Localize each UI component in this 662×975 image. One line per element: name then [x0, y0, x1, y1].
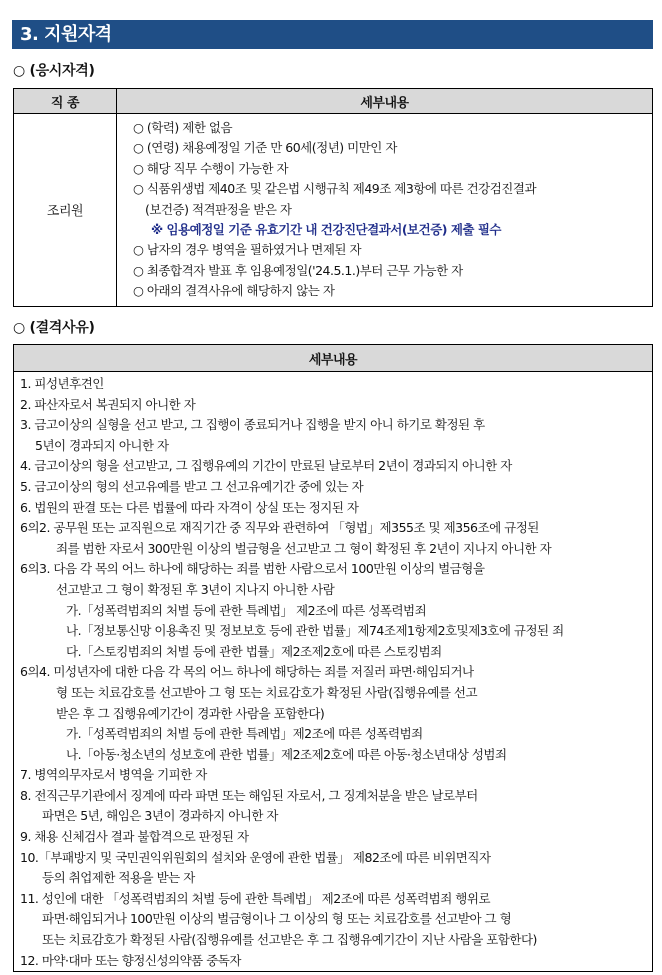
- disqualification-subitem: 가.「성폭력범죄의 처벌 등에 관한 특례법」 제2조에 따른 성폭력범죄: [66, 602, 427, 618]
- disqualification-item: 12. 마약·대마 또는 향정신성의약품 중독자: [20, 952, 241, 968]
- qualification-item: ○ 남자의 경우 병역을 필하였거나 면제된 자: [133, 242, 362, 258]
- table-header-row: [14, 345, 653, 372]
- disqualification-item-continued: 등의 취업제한 적용을 받는 자: [42, 870, 195, 886]
- disqualification-item-continued: 5년이 경과되지 아니한 자: [35, 437, 169, 453]
- disqualification-item-continued: 죄를 범한 자로서 300만원 이상의 벌금형을 선고받고 그 형이 확정된 후 2년이 지나지 아니한 자: [56, 540, 552, 556]
- disqualification-item-continued: 파면·해임되거나 100만원 이상의 벌금형이나 그 이상의 형 또는 치료감호를 선고받아 그 형: [42, 911, 512, 927]
- disqualification-item: 11. 성인에 대한 「성폭력범죄의 처벌 등에 관한 특례법」 제2조에 따른 성폭력범죄 행위로: [20, 890, 491, 906]
- disqualification-item: 10.「부패방지 및 국민권익위원회의 설치와 운영에 관한 법률」 제82조에 따른 비위면직자: [20, 849, 491, 865]
- disqualification-item: 3. 금고이상의 실형을 선고 받고, 그 집행이 종료되거나 집행을 받지 아니 하기로 확정된 후: [20, 417, 485, 433]
- qualification-item-continued: (보건증) 적격판정을 받은 자: [145, 201, 292, 217]
- disqualification-item: 8. 전직근무기관에서 징계에 따라 파면 또는 해임된 자로서, 그 징계처분을 받은 날로부터: [20, 787, 478, 803]
- disqualification-item-continued: 또는 치료감호가 확정된 사람(집행유예를 선고받은 후 그 집행유예기간이 지난 사람을 포함한다): [42, 932, 537, 948]
- disqualifications-table: [13, 344, 653, 972]
- disqualification-item-continued: 파면은 5년, 해임은 3년이 경과하지 아니한 자: [42, 808, 278, 824]
- qualification-item: ○ (학력) 제한 없음: [133, 120, 233, 135]
- qualification-item: ○ 식품위생법 제40조 및 같은법 시행규칙 제49조 제3항에 따른 건강검진결과: [133, 181, 537, 197]
- disqualification-item: 6. 법원의 판결 또는 다른 법률에 따라 자격이 상실 또는 정지된 자: [20, 499, 359, 515]
- disqualification-item: 4. 금고이상의 형을 선고받고, 그 집행유예의 기간이 만료된 날로부터 2년이 경과되지 아니한 자: [20, 458, 512, 474]
- column-header-detail: 세부내용: [117, 89, 653, 114]
- disqualification-item-continued: 형 또는 치료감호를 선고받아 그 형 또는 치료감호가 확정된 사람(집행유예를 선고: [56, 684, 478, 700]
- disqualification-item-continued: 선고받고 그 형이 확정된 후 3년이 지나지 아니한 사람: [56, 581, 335, 597]
- disqualification-item: 6의3. 다음 각 목의 어느 하나에 해당하는 죄를 범한 사람으로서 100만원 이상의 벌금형을: [20, 561, 485, 577]
- disqualification-item: 6의2. 공무원 또는 교직원으로 재직기간 중 직무와 관련하여 「형법」제355조 및 제356조에 규정된: [20, 520, 539, 536]
- table-row: [14, 372, 653, 972]
- disqualification-item: 5. 금고이상의 형의 선고유예를 받고 그 선고유예기간 중에 있는 자: [20, 478, 364, 494]
- disqualification-item: 7. 병역의무자로서 병역을 기피한 자: [20, 767, 207, 783]
- disqualification-subitem: 나.「아동·청소년의 성보호에 관한 법률」제2조제2호에 따른 아동·청소년대상 성범죄: [66, 746, 507, 762]
- qualification-item: ○ 최종합격자 발표 후 임용예정일('24.5.1.)부터 근무 가능한 자: [133, 262, 463, 278]
- disqualification-subitem: 나.「정보통신망 이용촉진 및 정보보호 등에 관한 법률」제74조제1항제2호및제3호에 규정된 죄: [66, 623, 564, 639]
- qualification-item: ○ (연령) 채용예정일 기준 만 60세(정년) 미만인 자: [133, 140, 397, 156]
- disqualification-item: 2. 파산자로서 복권되지 아니한 자: [20, 396, 196, 412]
- qualification-details: [117, 114, 653, 307]
- subheading-qualifications: ○ (응시자격): [13, 63, 95, 79]
- column-header-detail: 세부내용: [14, 345, 653, 372]
- disqualification-item: 1. 피성년후견인: [20, 376, 104, 391]
- table-header-row: [14, 89, 653, 114]
- qualification-notice: ※ 임용예정일 기준 유효기간 내 건강진단결과서(보건증) 제출 필수: [151, 222, 501, 238]
- disqualification-item-continued: 받은 후 그 집행유예기간이 경과한 사람을 포함한다): [56, 705, 325, 721]
- section-title: 3. 지원자격: [12, 20, 653, 49]
- qualifications-table: [13, 88, 653, 307]
- disqualification-subitem: 가.「성폭력범죄의 처벌 등에 관한 특례법」제2조에 따른 성폭력범죄: [66, 726, 423, 742]
- disqualification-item: 9. 채용 신체검사 결과 불합격으로 판정된 자: [20, 829, 249, 845]
- qualification-item: ○ 아래의 결격사유에 해당하지 않는 자: [133, 283, 335, 299]
- disqualification-details: [14, 372, 653, 972]
- disqualification-item: 6의4. 미성년자에 대한 다음 각 목의 어느 하나에 해당하는 죄를 저질러 파면·해임되거나: [20, 664, 474, 680]
- job-title: 조리원: [14, 114, 117, 307]
- disqualification-subitem: 다.「스토킹범죄의 처벌 등에 관한 법률」제2조제2호에 따른 스토킹범죄: [66, 643, 442, 659]
- subheading-disqualifications: ○ (결격사유): [13, 320, 95, 336]
- qualification-item: ○ 해당 직무 수행이 가능한 자: [133, 160, 289, 176]
- column-header-job: 직 종: [14, 89, 117, 114]
- table-row: [14, 114, 653, 307]
